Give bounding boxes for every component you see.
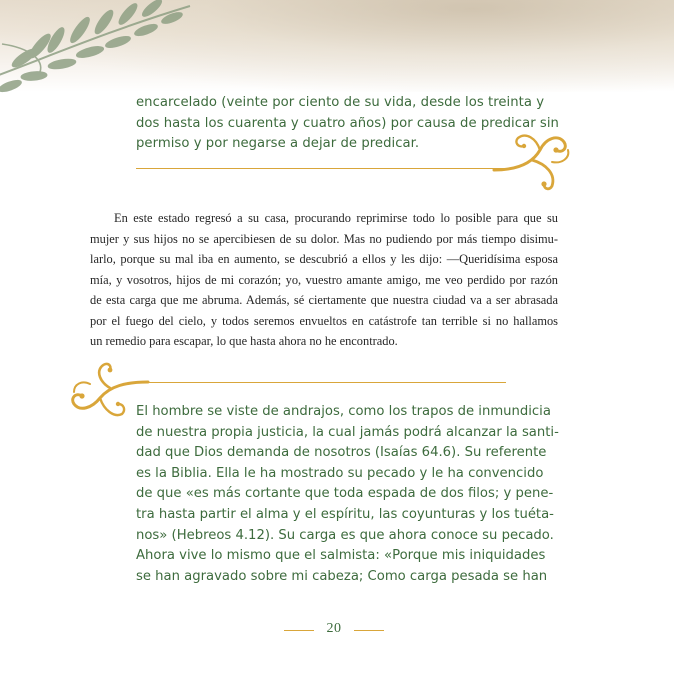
gold-flourish-icon (492, 120, 574, 192)
quote-bottom-line: es la Biblia. Ella le ha mostrado su pecado y le ha convencido (136, 465, 544, 481)
laurel-branch-icon (0, 0, 200, 100)
folio-rule-left (284, 630, 314, 631)
quote-top-text (136, 93, 559, 155)
quote-bottom-line: de que «es más cortante que toda espada de dos filos; y pene- (136, 486, 554, 502)
quote-bottom-line: nos» (Hebreos 4.12). Su carga es que ahora conoce su pecado. (136, 527, 554, 543)
body-line: un remedio para escapar, lo que hasta ahora no he encontrado. (90, 334, 398, 348)
body-line: por el fuego del cielo, y todos seremos envueltos en catástrofe tan terrible si no hallamos (90, 313, 558, 328)
body-line: de esta carga que me abruma. Además, sé ciertamente que nuestra ciudad va a ser abrasada (90, 293, 558, 307)
quote-top-rule (136, 168, 506, 169)
body-line: En este estado regresó a su casa, procurando reprimirse todo lo posible para que su (114, 211, 558, 225)
quote-top-line: encarcelado (veinte por ciento de su vida, desde los treinta y (136, 95, 545, 110)
quote-bottom-text (136, 402, 559, 587)
quote-top-line: dos hasta los cuarenta y cuatro años) por causa de predicar sin (136, 115, 559, 131)
page-number: 20 (326, 621, 342, 636)
quote-bottom-line: tra hasta partir el alma y el espíritu, las coyunturas y los tuéta- (136, 506, 554, 522)
quote-top-line: permiso y por negarse a dejar de predicar. (136, 136, 420, 151)
quote-bottom-line: de nuestra propia justicia, la cual jamás podrá alcanzar la santi- (136, 424, 559, 440)
page-folio (0, 619, 674, 643)
quote-bottom-line: se han agravado sobre mi cabeza; Como carga pesada se han (136, 568, 548, 584)
quote-bottom-rule (142, 382, 506, 383)
quote-bottom-line: Ahora vive lo mismo que el salmista: «Porque mis iniquidades (136, 548, 546, 564)
folio-rule-right (354, 630, 384, 631)
quote-bottom-line: dad que Dios demanda de nosotros (Isaías 64.6). Su referente (136, 445, 547, 461)
quote-bottom-line: El hombre se viste de andrajos, como los trapos de inmundicia (136, 404, 551, 419)
body-line: mujer y sus hijos no se apercibiesen de su dolor. Mas no pudiendo por más tiempo disimu- (90, 231, 558, 246)
body-line: larlo, porque su mal iba en aumento, se descubrió a ellos y les dijo: —Queridísima esposa (90, 252, 558, 266)
body-line: mía, y vosotros, hijos de mi corazón; yo, vuestro amante amigo, me veo perdido por razón (90, 272, 558, 287)
body-paragraph (90, 208, 558, 352)
